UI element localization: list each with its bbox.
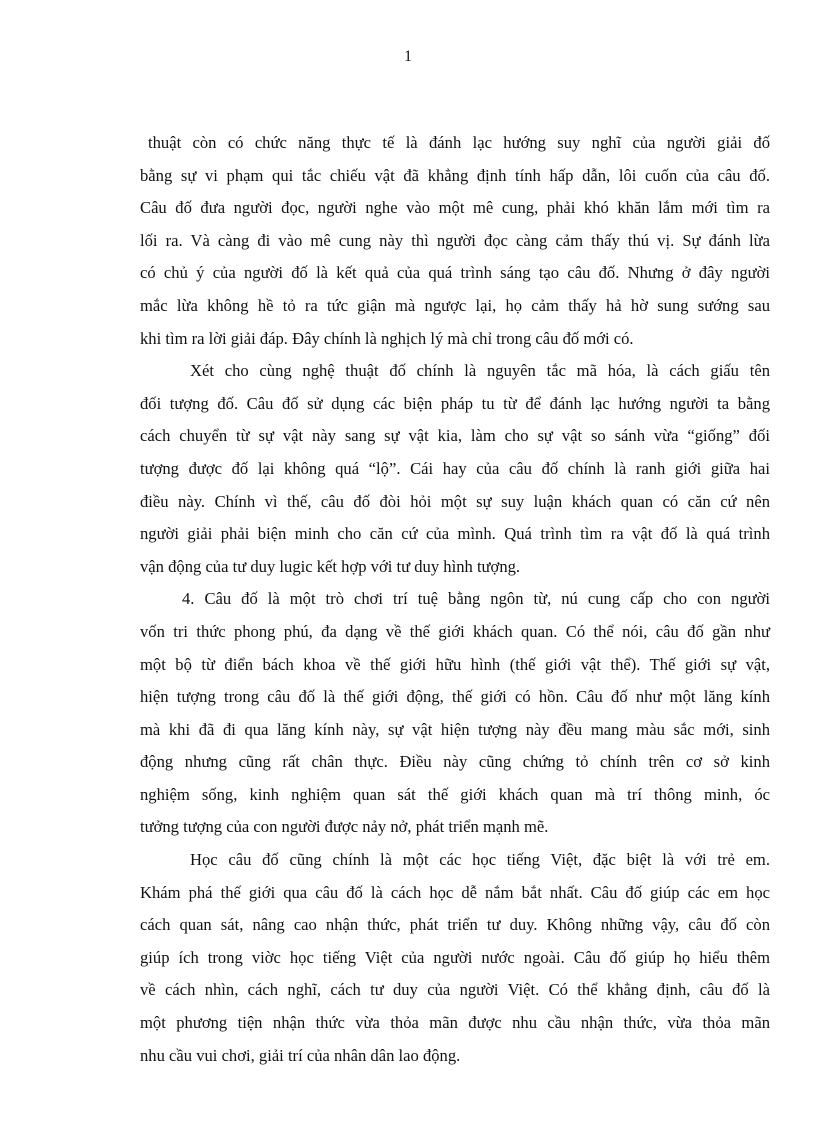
text-line: Học câu đố cũng chính là một các học tiếng Việt, đặc biệt là với trẻ em. bbox=[190, 850, 770, 870]
text-line: điều này. Chính vì thế, câu đố đòi hỏi một sự suy luận khách quan có căn cứ nên bbox=[140, 491, 770, 511]
text-line: người giải phải biện minh cho căn cứ của mình. Quá trình tìm ra vật đố là quá trình bbox=[140, 524, 770, 544]
text-line: giúp ích trong viờc học tiếng Việt của người nước ngoài. Câu đố giúp họ hiểu thêm bbox=[140, 947, 770, 967]
text-line: Khám phá thế giới qua câu đố là cách học dễ nắm bắt nhất. Câu đố giúp các em học bbox=[140, 882, 770, 902]
text-line: nhu cầu vui chơi, giải trí của nhân dân lao động. bbox=[140, 1045, 461, 1065]
text-line: khi tìm ra lời giải đáp. Đây chính là nghịch lý mà chỉ trong câu đố mới có. bbox=[140, 328, 634, 348]
text-line: Câu đố đưa người đọc, người nghe vào một mê cung, phải khó khăn lắm mới tìm ra bbox=[140, 198, 770, 218]
text-line: 4. Câu đố là một trò chơi trí tuệ bằng ngôn từ, nú cung cấp cho con người bbox=[182, 589, 770, 609]
text-line: mà khi đã đi qua lăng kính này, sự vật hiện tượng này đều mang màu sắc mới, sinh bbox=[140, 719, 770, 739]
page-number: 1 bbox=[404, 48, 412, 65]
text-line: động nhưng cũng rất chân thực. Điều này cũng chứng tỏ chính trên cơ sở kinh bbox=[140, 752, 770, 772]
text-line: thuật còn có chức năng thực tế là đánh lạc hướng suy nghĩ của người giải đố bbox=[148, 133, 770, 152]
text-line: mắc lừa không hề tỏ ra tức giận mà ngược lại, họ cảm thấy hả hờ sung sướng sau bbox=[140, 295, 770, 315]
text-line: đối tượng đố. Câu đố sử dụng các biện pháp tu từ để đánh lạc hướng người ta bằng bbox=[140, 393, 770, 413]
text-line: vốn tri thức phong phú, đa dạng về thế giới khách quan. Có thể nói, câu đố gần như bbox=[140, 621, 770, 641]
text-line: có chủ ý của người đố là kết quả của quá trình sáng tạo câu đố. Nhưng ở đây người bbox=[140, 263, 770, 283]
text-line: tưởng tượng của con người được nảy nở, phát triển mạnh mẽ. bbox=[140, 817, 549, 837]
text-line: cách chuyển từ sự vật này sang sự vật kia, làm cho sự vật so sánh vừa “giống” đối bbox=[140, 426, 770, 446]
text-line: một phương tiện nhận thức vừa thỏa mãn được nhu cầu nhận thức, vừa thỏa mãn bbox=[140, 1013, 770, 1033]
text-line: hiện tượng trong câu đố là thế giới động, thế giới có hồn. Câu đố như một lăng kính bbox=[140, 687, 770, 707]
body-text bbox=[140, 127, 770, 1072]
text-line: tượng được đố lại không quá “lộ”. Cái hay của câu đố chính là ranh giới giữa hai bbox=[140, 458, 770, 478]
text-line: vận động của tư duy lugic kết hợp với tư duy hình tượng. bbox=[140, 556, 521, 576]
text-line: cách quan sát, nâng cao nhận thức, phát triển tư duy. Không những vậy, câu đố còn bbox=[140, 915, 770, 935]
text-line: Xét cho cùng nghệ thuật đố chính là nguyên tắc mã hóa, là cách giấu tên bbox=[190, 361, 770, 381]
text-line: một bộ từ điển bách khoa về thế giới hữu hình (thế giới vật thể). Thế giới sự vật, bbox=[140, 654, 770, 674]
text-line: lối ra. Và càng đi vào mê cung này thì người đọc càng cảm thấy thú vị. Sự đánh lừa bbox=[140, 230, 770, 250]
text-line: về cách nhìn, cách nghĩ, cách tư duy của người Việt. Có thể khẳng định, câu đố là bbox=[140, 980, 770, 1000]
text-line: nghiệm sống, kinh nghiệm quan sát thế giới khách quan mà trí thông minh, óc bbox=[140, 784, 770, 804]
text-line: bằng sự vi phạm qui tắc chiếu vật đã khẳng định tính hấp dẫn, lôi cuốn của câu đố. bbox=[140, 165, 770, 185]
